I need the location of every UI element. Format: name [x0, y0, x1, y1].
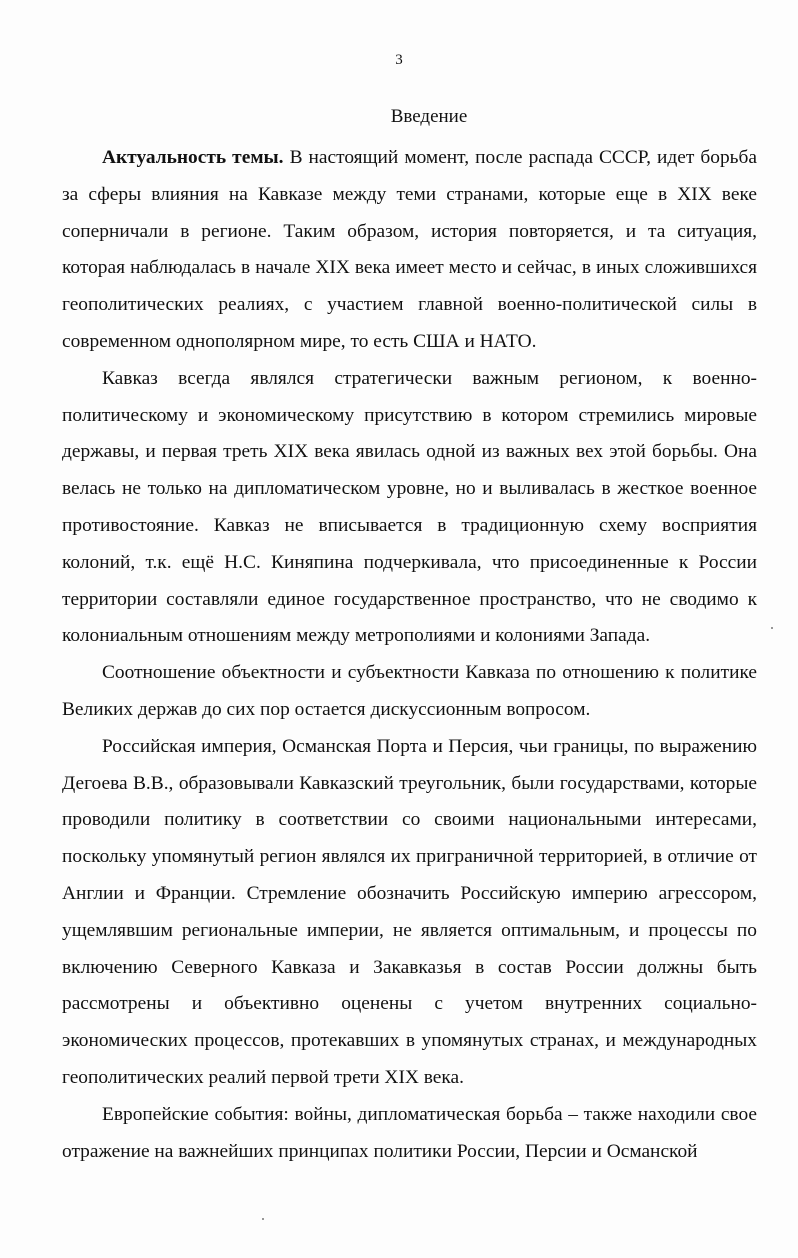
document-body	[62, 140, 757, 1170]
paragraph-objectness: Соотношение объектности и субъектности Кавказа по отношению к политике Великих держав до сих пор остается дискуссионным вопросом.	[62, 662, 757, 720]
relevance-lead: Актуальность темы.	[102, 147, 284, 168]
section-heading: Введение	[390, 106, 468, 127]
scan-speck	[262, 1218, 264, 1220]
paragraph-caucasus: Кавказ всегда являлся стратегически важным регионом, к военно-политическому и экономическому присутствию в котором стремились мировые державы, и первая треть XIX века явилась одной из важных вех этой борьбы. Она велась не только на дипломатическом уровне, но и выливалась в жесткое военное противостояние. Кавказ не вписывается в традиционную схему восприятия колоний, т.к. ещё Н.С. Киняпина подчеркивала, что присоединенные к России территории составляли единое государственное пространство, что не сводимо к колониальным отношениям между метрополиями и колониями Запада.	[62, 367, 757, 647]
paragraph-text: В настоящий момент, после распада СССР, идет борьба за сферы влияния на Кавказе между теми странами, которые еще в XIX веке соперничали в регионе. Таким образом, история повторяется, и та ситуация, которая наблюдалась в начале XIX века имеет место и сейчас, в иных сложившихся геополитических реалиях, с участием главной военно-политической силы в современном однополярном мире, то есть США и НАТО.	[62, 147, 757, 352]
paragraph-european-events: Европейские события: войны, дипломатическая борьба – также находили свое отражение на важнейших принципах политики России, Персии и Османской	[62, 1103, 757, 1162]
paragraph-relevance	[62, 140, 757, 361]
scan-speck	[771, 627, 773, 629]
paragraph-empires: Российская империя, Османская Порта и Персия, чьи границы, по выражению Дегоева В.В., образовывали Кавказский треугольник, были государствами, которые проводили политику в соответствии со своими национальными интересами, поскольку упомянутый регион являлся их приграничной территорией, в отличие от Англии и Франции. Стремление обозначить Российскую империю агрессором, ущемлявшим региональные империи, не является оптимальным, и процессы по включению Северного Кавказа и Закавказья в состав России должны быть рассмотрены и объективно оценены с учетом внутренних социально-экономических процессов, протекавших в упомянутых странах, и международных геополитических реалий первой трети XIX века.	[62, 735, 757, 1088]
page-number: 3	[395, 52, 403, 68]
